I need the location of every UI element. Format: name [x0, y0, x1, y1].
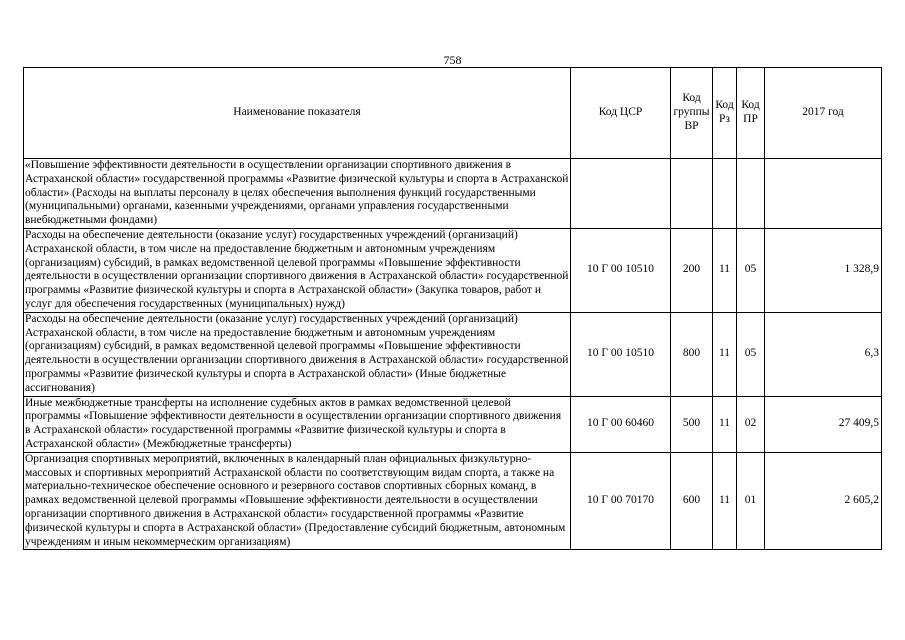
table-row — [24, 228, 882, 312]
row-csr: 10 Г 00 10510 — [571, 312, 671, 396]
row-csr: 10 Г 00 60460 — [571, 396, 671, 452]
row-vr: 200 — [671, 228, 713, 312]
row-amount: 27 409,5 — [765, 396, 882, 452]
row-name: «Повышение эффективности деятельности в осуществлении организации спортивного движения в Астраханской области» государственной программы «Развитие физической культуры и спорта в Астраханской области» (Расходы на выплаты персоналу в целях обеспечения выполнения функций государственными (муниципальными) органами, казенными учреждениями, органами управления государственными внебюджетными фондами) — [24, 159, 571, 229]
row-name: Иные межбюджетные трансферты на исполнение судебных актов в рамках ведомственной целевой программы «Повышение эффективности деятельности в осуществлении организации спортивного движения в Астраханской области» государственной программы «Развитие физической культуры и спорта в Астраханской области» (Межбюджетные трансферты) — [24, 396, 571, 452]
row-rz — [713, 159, 737, 229]
row-name: Расходы на обеспечение деятельности (оказание услуг) государственных учреждений (организаций) Астраханской области, в том числе на предоставление бюджетным и автономным учреждениям (организациям) субсидий, в рамках ведомственной целевой программы «Повышение эффективности деятельности в осуществлении организации спортивного движения в Астраханской области» государственной программы «Развитие физической культуры и спорта в Астраханской области» (Иные бюджетные ассигнования) — [24, 312, 571, 396]
row-amount: 6,3 — [765, 312, 882, 396]
row-pr: 05 — [737, 312, 765, 396]
row-amount: 1 328,9 — [765, 228, 882, 312]
table-row — [24, 452, 882, 550]
row-rz: 11 — [713, 396, 737, 452]
row-csr: 10 Г 00 10510 — [571, 228, 671, 312]
header-name: Наименование показателя — [24, 68, 571, 159]
page-number: 758 — [443, 53, 462, 67]
row-name: Организация спортивных мероприятий, включенных в календарный план официальных физкультурно-массовых и спортивных мероприятий Астраханской области по соответствующим видам спорта, а также на материально-техническое обеспечение основного и резервного составов спортивных сборных команд, в рамках ведомственной целевой программы «Повышение эффективности деятельности в осуществлении организации спортивного движения в Астраханской области» государственной программы «Развитие физической культуры и спорта в Астраханской области» (Предоставление субсидий бюджетным, автономным учреждениям и иным некоммерческим организациям) — [24, 452, 571, 550]
header-vr: Код группы ВР — [671, 68, 713, 159]
header-year: 2017 год — [765, 68, 882, 159]
row-csr: 10 Г 00 70170 — [571, 452, 671, 550]
table-row — [24, 159, 882, 229]
row-rz: 11 — [713, 452, 737, 550]
row-vr — [671, 159, 713, 229]
table-row — [24, 396, 882, 452]
row-vr: 600 — [671, 452, 713, 550]
budget-table — [23, 67, 882, 550]
row-pr: 01 — [737, 452, 765, 550]
row-pr — [737, 159, 765, 229]
table-header-row — [24, 68, 882, 159]
header-pr: Код ПР — [737, 68, 765, 159]
header-csr: Код ЦСР — [571, 68, 671, 159]
row-vr: 500 — [671, 396, 713, 452]
row-amount: 2 605,2 — [765, 452, 882, 550]
row-pr: 02 — [737, 396, 765, 452]
row-csr — [571, 159, 671, 229]
row-vr: 800 — [671, 312, 713, 396]
row-name: Расходы на обеспечение деятельности (оказание услуг) государственных учреждений (организаций) Астраханской области, в том числе на предоставление бюджетным и автономным учреждениям (организациям) субсидий, в рамках ведомственной целевой программы «Повышение эффективности деятельности в осуществлении организации спортивного движения в Астраханской области» государственной программы «Развитие физической культуры и спорта в Астраханской области» (Закупка товаров, работ и услуг для обеспечения государственных (муниципальных) нужд) — [24, 228, 571, 312]
header-rz: Код Рз — [713, 68, 737, 159]
row-rz: 11 — [713, 228, 737, 312]
row-amount — [765, 159, 882, 229]
row-pr: 05 — [737, 228, 765, 312]
table-row — [24, 312, 882, 396]
row-rz: 11 — [713, 312, 737, 396]
